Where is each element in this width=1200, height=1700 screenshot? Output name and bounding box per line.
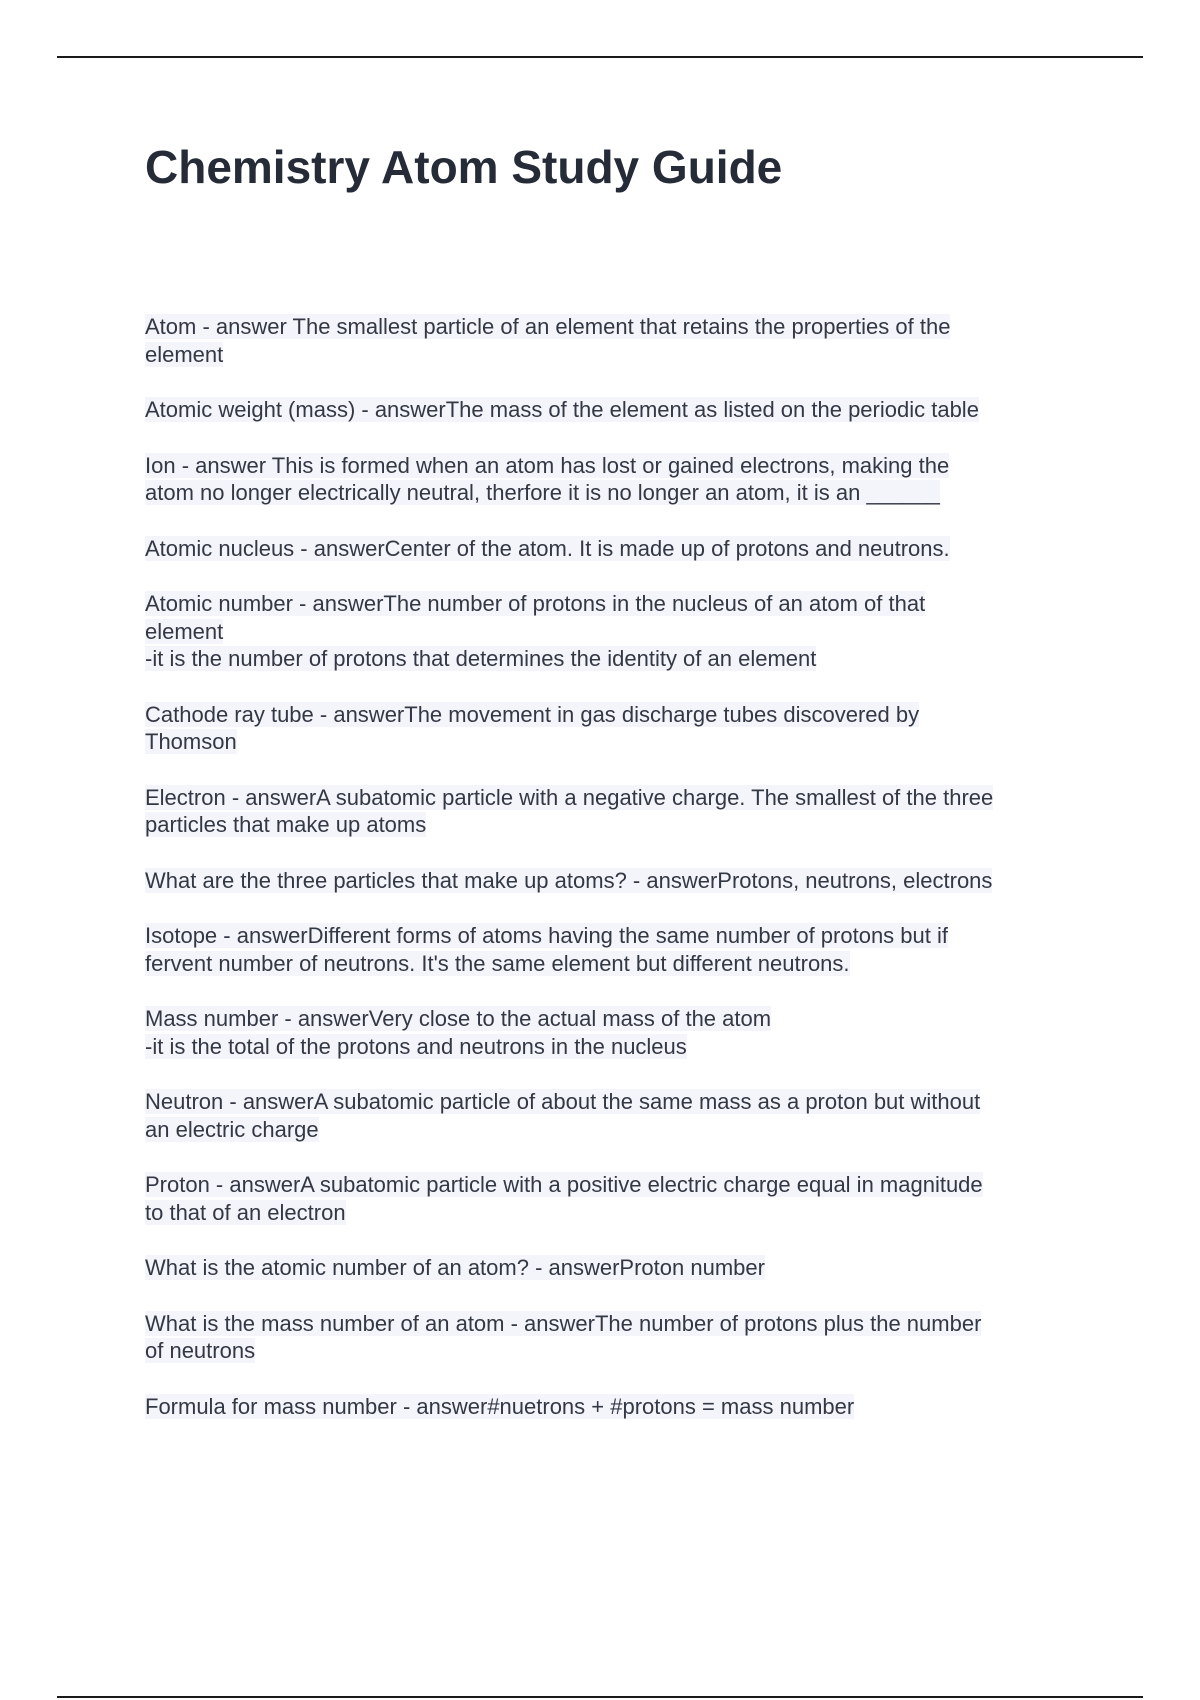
entry-text: fervent number of neutrons. It's the same element but different neutrons. (145, 950, 850, 976)
entry-line (145, 922, 1085, 950)
entry-line (145, 396, 1085, 424)
entry-line (145, 1254, 1085, 1282)
entry-text: an electric charge (145, 1116, 319, 1142)
entry-line (145, 784, 1085, 812)
entry-text: Atom - answer The smallest particle of an element that retains the properties of the (145, 314, 951, 339)
entry-text: element (145, 341, 224, 367)
entry-line (145, 479, 1085, 507)
entry-line (145, 811, 1085, 839)
entry-text: element (145, 618, 224, 644)
entry-text: atom no longer electrically neutral, therfore it is no longer an atom, it is an ______ (145, 480, 940, 505)
entry-line (145, 1116, 1085, 1144)
study-entry (145, 1310, 1085, 1365)
entry-text: -it is the number of protons that determines the identity of an element (145, 646, 817, 671)
entry-text: Atomic weight (mass) - answerThe mass of the element as listed on the periodic table (145, 397, 979, 422)
entry-line (145, 535, 1085, 563)
entry-text: What is the atomic number of an atom? - answerProton number (145, 1255, 765, 1280)
entry-text: -it is the total of the protons and neutrons in the nucleus (145, 1033, 687, 1059)
study-entry (145, 396, 1085, 424)
entry-text: particles that make up atoms (145, 812, 427, 837)
study-entry (145, 1005, 1085, 1060)
entry-text: Atomic nucleus - answerCenter of the atom. It is made up of protons and neutrons. (145, 535, 950, 561)
study-entry (145, 1171, 1085, 1226)
entry-line (145, 618, 1085, 646)
entry-text: Thomson (145, 729, 237, 754)
entry-text: Isotope - answerDifferent forms of atoms having the same number of protons but if (145, 923, 948, 948)
entry-text: Ion - answer This is formed when an atom has lost or gained electrons, making the (145, 452, 950, 478)
entry-text: Neutron - answerA subatomic particle of about the same mass as a proton but without (145, 1089, 981, 1114)
entry-line (145, 867, 1085, 895)
entry-line (145, 1005, 1085, 1033)
top-rule (57, 56, 1143, 58)
entry-text: Proton - answerA subatomic particle with a positive electric charge equal in magnitude (145, 1172, 983, 1197)
study-entry (145, 590, 1085, 673)
study-entry (145, 313, 1085, 368)
study-entry (145, 784, 1085, 839)
study-entry (145, 1254, 1085, 1282)
study-entry (145, 1393, 1085, 1421)
study-entry (145, 701, 1085, 756)
entry-line (145, 590, 1085, 618)
study-entry (145, 922, 1085, 977)
entry-line (145, 341, 1085, 369)
entry-line (145, 950, 1085, 978)
entry-line (145, 1088, 1085, 1116)
entry-line (145, 313, 1085, 341)
entry-text: Mass number - answerVery close to the actual mass of the atom (145, 1006, 772, 1031)
entry-text: Electron - answerA subatomic particle with a negative charge. The smallest of the three (145, 784, 994, 810)
entry-line (145, 452, 1085, 480)
bottom-rule (57, 1696, 1143, 1698)
entry-text: to that of an electron (145, 1199, 346, 1225)
study-entry (145, 1088, 1085, 1143)
entry-line (145, 701, 1085, 729)
entry-line (145, 1310, 1085, 1338)
study-entries-list (145, 313, 1085, 1448)
entry-line (145, 645, 1085, 673)
entry-text: Atomic number - answerThe number of protons in the nucleus of an atom of that (145, 591, 926, 616)
entry-line (145, 1033, 1085, 1061)
entry-line (145, 1393, 1085, 1421)
page-title: Chemistry Atom Study Guide (145, 141, 783, 193)
entry-text: of neutrons (145, 1338, 256, 1363)
entry-text: Formula for mass number - answer#nuetrons + #protons = mass number (145, 1393, 855, 1419)
entry-line (145, 1337, 1085, 1365)
entry-text: What are the three particles that make up atoms? - answerProtons, neutrons, electrons (145, 867, 993, 893)
entry-text: Cathode ray tube - answerThe movement in gas discharge tubes discovered by (145, 701, 920, 727)
entry-line (145, 728, 1085, 756)
entry-text: What is the mass number of an atom - answerThe number of protons plus the number (145, 1310, 982, 1336)
entry-line (145, 1171, 1085, 1199)
study-entry (145, 535, 1085, 563)
study-entry (145, 867, 1085, 895)
study-entry (145, 452, 1085, 507)
entry-line (145, 1199, 1085, 1227)
